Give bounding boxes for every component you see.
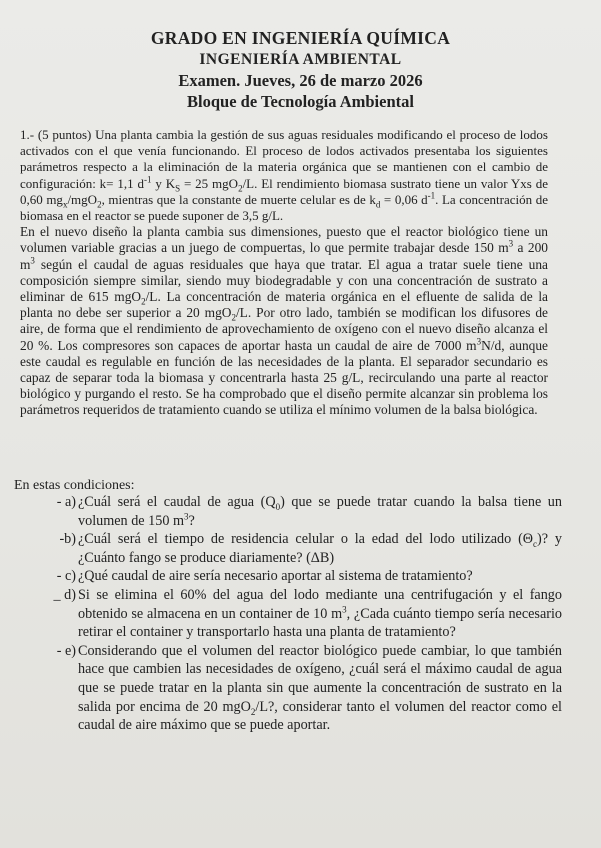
exam-date: Examen. Jueves, 26 de marzo 2026 — [178, 71, 423, 90]
question-c-marker: - c) — [56, 568, 76, 585]
problem-paragraph-2: En el nuevo diseño la planta cambia sus dimensiones, puesto que el reactor biológico tiene un volumen variable gracias a un juego de compuertas, lo que permite trabajar desde 150 $m^3$ a 200 $m^3$ según el caudal de aguas residuales que haya que tratar. El agua a tratar suele tiene una composición siempre similar, siendo muy biodegradable y con una concentración de sustrato a eliminar de 615 mgO$_2$/L. La concentración de materia orgánica en el efluente de salida de la planta no debe ser superior a 20 mgO$_2$/L. Por otro lado, también se modifican los difusores de aire, de forma que el rendimiento de aprovechamiento de oxígeno con el nuevo diseño alcanza el 20 %. Los compresores son capaces de aportar hasta un caudal de aire de 7000 $m^3N/d$, aunque este caudal es regulable en función de las necesidades de la planta. El separador secundario es capaz de separar toda la biomasa y concentrarla hasta 25 g/L, recirculando una parte al reactor biológico y purgando el resto. Se ha comprobado que el diseño permite alcanzar sin problema los parámetros requeridos de tratamiento cuando se utiliza el mínimo volumen de la balsa biológica. — [20, 224, 548, 418]
block-title: Bloque de Tecnología Ambiental — [187, 92, 414, 111]
question-a: - a) ¿Cuál será el caudal de agua $(Q_0)$ que se puede tratar cuando la balsa tiene un volumen de 150 $m^3$? — [30, 493, 562, 530]
problem-statement — [20, 127, 548, 419]
subject-title: INGENIERÍA AMBIENTAL — [199, 51, 402, 68]
conditions-label: En estas condiciones: — [14, 478, 135, 493]
question-b: -b) ¿Cuál será el tiempo de residencia celular o la edad del lodo utilizado $(\Theta_c)$? y ¿Cuánto fango se produce diariamente? (ΔB) — [30, 530, 562, 567]
question-a-marker: - a) — [56, 494, 76, 510]
degree-title: GRADO EN INGENIERÍA QUÍMICA — [150, 28, 451, 48]
exam-header — [0, 28, 601, 112]
question-d-marker: _ d) — [53, 586, 76, 603]
question-c: - c) ¿Qué caudal de aire sería necesario aportar al sistema de tratamiento? — [30, 567, 562, 586]
problem-paragraph-1: 1.- (5 puntos) Una planta cambia la gestión de sus aguas residuales modificando el proceso de lodos activados con el que venía funcionando. El proceso de lodos activados presentaba los siguientes parámetros respecto a la eliminación de la materia orgánica que se mantienen con el cambio de configuración: k= 1,1 $d^{-1}$ y $K_S = 25$ mgO$_2$/L. El rendimiento biomasa sustrato tiene un valor Yxs de 0,60 $mg_x/mgO_2$, mientras que la constante de muerte celular es de $k_d = 0,06$ $d^{-1}$. La concentración de biomasa en el reactor se puede suponer de 3,5 g/L. — [20, 127, 548, 224]
question-e-marker: - e) — [56, 642, 76, 659]
question-d: _ d) Si se elimina el 60% del agua del lodo mediante una centrifugación y el fango obtenido se almacena en un container de 10 $m^3$, ¿Cada cuánto tiempo sería necesario retirar el container y transportarlo hasta una planta de tratamiento? — [30, 586, 562, 642]
question-e: - e) Considerando que el volumen del reactor biológico puede cambiar, lo que también hace que cambien las necesidades de oxígeno, ¿cuál será el máximo caudal de agua que se puede tratar en la planta sin que aumente la concentración de sustrato en la salida por encima de 20 mgO$_2$/L?, considerar tanto el volumen del reactor como el caudal de aire máximo que se puede aportar. — [30, 642, 562, 735]
question-list — [30, 493, 562, 735]
question-b-marker: -b) — [59, 531, 76, 548]
